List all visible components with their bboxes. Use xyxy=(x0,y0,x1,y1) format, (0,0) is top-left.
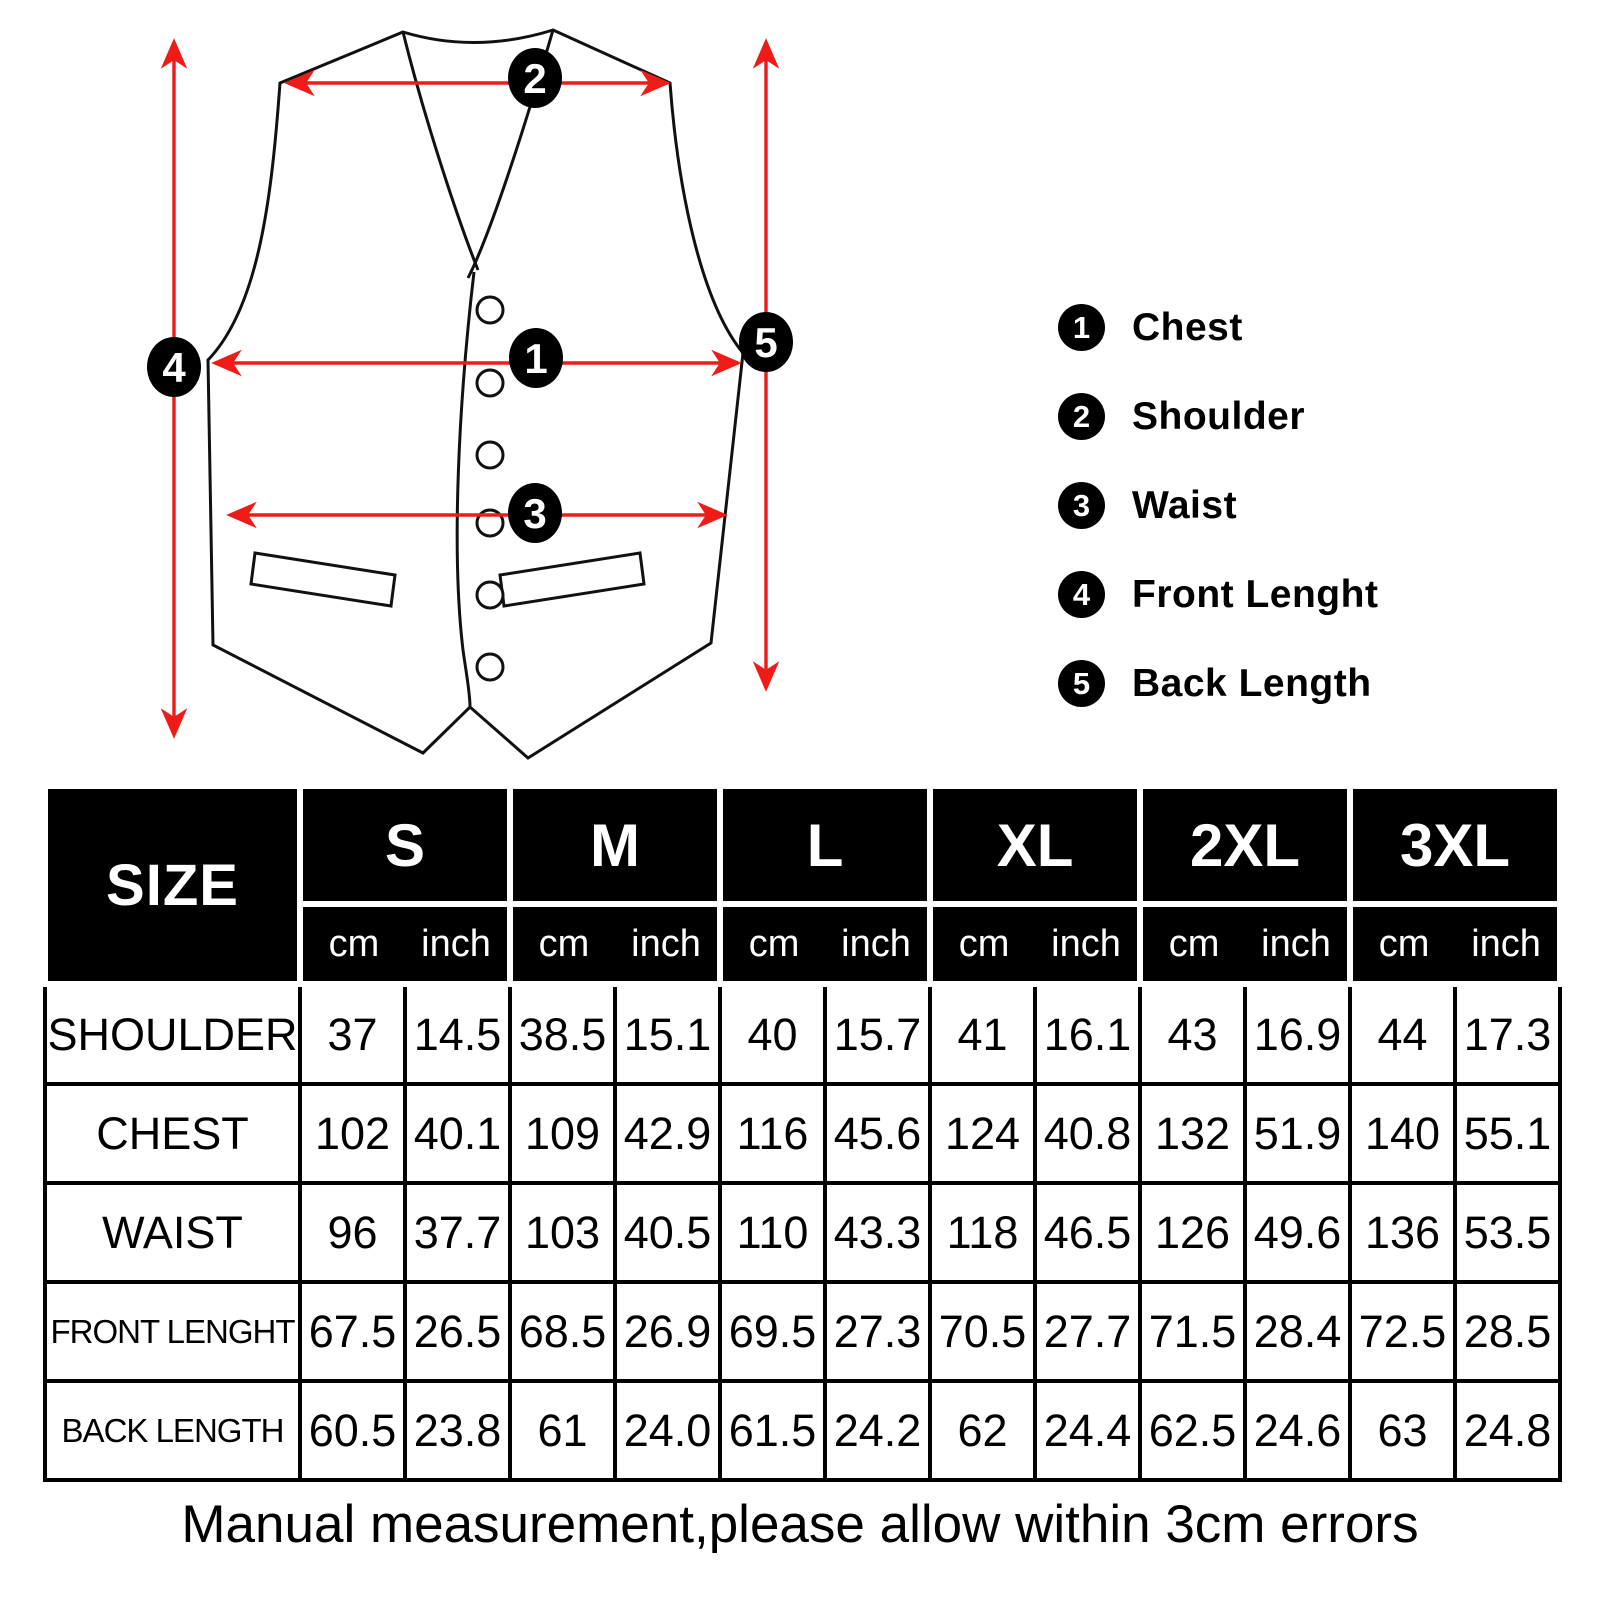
measurement-cell: 38.5 xyxy=(510,984,615,1084)
measurement-cell: 40.8 xyxy=(1035,1084,1140,1183)
measurement-cell: 26.9 xyxy=(615,1282,720,1381)
measurement-cell: 60.5 xyxy=(300,1381,405,1480)
marker-1 xyxy=(509,328,563,388)
unit-cm-label: cm xyxy=(748,922,800,965)
measurement-cell: 23.8 xyxy=(405,1381,510,1480)
marker-5 xyxy=(739,312,793,372)
unit-cm-label: cm xyxy=(328,922,380,965)
row-label: CHEST xyxy=(45,1084,300,1183)
size-table xyxy=(42,783,1563,1482)
unit-inch-label: inch xyxy=(1261,922,1331,965)
marker-3 xyxy=(508,483,562,543)
row-label: BACK LENGTH xyxy=(45,1381,300,1480)
row-label: WAIST xyxy=(45,1183,300,1282)
measurement-cell: 41 xyxy=(930,984,1035,1084)
size-header-s: S xyxy=(300,786,510,904)
unit-header-s xyxy=(300,904,510,984)
measurement-cell: 24.8 xyxy=(1455,1381,1560,1480)
unit-inch-label: inch xyxy=(421,922,491,965)
unit-cm-label: cm xyxy=(958,922,1010,965)
unit-inch-label: inch xyxy=(841,922,911,965)
size-header-row xyxy=(45,786,1560,904)
measurement-cell: 55.1 xyxy=(1455,1084,1560,1183)
vest-outline xyxy=(208,30,743,758)
svg-text:2: 2 xyxy=(523,55,547,102)
unit-cm-label: cm xyxy=(1168,922,1220,965)
measurement-cell: 53.5 xyxy=(1455,1183,1560,1282)
measurement-cell: 28.5 xyxy=(1455,1282,1560,1381)
measurement-cell: 27.3 xyxy=(825,1282,930,1381)
table-row xyxy=(45,1084,1560,1183)
legend-label: Waist xyxy=(1132,483,1238,527)
size-table-body xyxy=(45,984,1560,1480)
measurement-cell: 43.3 xyxy=(825,1183,930,1282)
legend-label: Front Lenght xyxy=(1132,572,1379,616)
legend-badge-1 xyxy=(1058,304,1105,351)
measurement-cell: 132 xyxy=(1140,1084,1245,1183)
legend-number: 2 xyxy=(1072,398,1091,434)
measurement-cell: 51.9 xyxy=(1245,1084,1350,1183)
measurement-cell: 124 xyxy=(930,1084,1035,1183)
measurement-cell: 40.5 xyxy=(615,1183,720,1282)
measurement-cell: 116 xyxy=(720,1084,825,1183)
legend-number: 5 xyxy=(1072,665,1091,701)
measurement-cell: 45.6 xyxy=(825,1084,930,1183)
legend-number: 3 xyxy=(1072,487,1091,523)
measurement-cell: 28.4 xyxy=(1245,1282,1350,1381)
measurement-cell: 96 xyxy=(300,1183,405,1282)
legend-label: Back Length xyxy=(1132,661,1372,705)
svg-text:3: 3 xyxy=(523,490,547,537)
size-header-3xl: 3XL xyxy=(1350,786,1560,904)
legend-item-waist xyxy=(1058,482,1378,529)
measurement-cell: 44 xyxy=(1350,984,1455,1084)
unit-header-xl xyxy=(930,904,1140,984)
measurement-cell: 40.1 xyxy=(405,1084,510,1183)
measurement-cell: 109 xyxy=(510,1084,615,1183)
measurement-cell: 61 xyxy=(510,1381,615,1480)
measurement-cell: 43 xyxy=(1140,984,1245,1084)
legend-item-back-length xyxy=(1058,660,1378,707)
measurement-cell: 24.2 xyxy=(825,1381,930,1480)
size-header-2xl: 2XL xyxy=(1140,786,1350,904)
measurement-cell: 16.1 xyxy=(1035,984,1140,1084)
measurement-cell: 27.7 xyxy=(1035,1282,1140,1381)
size-table-header xyxy=(45,786,1560,984)
measurement-cell: 68.5 xyxy=(510,1282,615,1381)
vest-diagram xyxy=(118,10,862,768)
svg-text:4: 4 xyxy=(162,344,186,391)
legend-item-chest xyxy=(1058,304,1378,351)
legend-item-shoulder xyxy=(1058,393,1378,440)
measurement-cell: 61.5 xyxy=(720,1381,825,1480)
measurement-cell: 14.5 xyxy=(405,984,510,1084)
row-label: SHOULDER xyxy=(45,984,300,1084)
legend-item-front-length xyxy=(1058,571,1378,618)
measurement-cell: 26.5 xyxy=(405,1282,510,1381)
measurement-cell: 67.5 xyxy=(300,1282,405,1381)
unit-cm-label: cm xyxy=(1378,922,1430,965)
measurement-cell: 103 xyxy=(510,1183,615,1282)
measurement-cell: 24.4 xyxy=(1035,1381,1140,1480)
legend-number: 1 xyxy=(1072,309,1091,345)
size-header-xl: XL xyxy=(930,786,1140,904)
measurement-cell: 15.7 xyxy=(825,984,930,1084)
size-header-l: L xyxy=(720,786,930,904)
measurement-cell: 140 xyxy=(1350,1084,1455,1183)
svg-text:5: 5 xyxy=(754,319,778,366)
measurement-cell: 118 xyxy=(930,1183,1035,1282)
unit-inch-label: inch xyxy=(631,922,701,965)
legend-badge-3 xyxy=(1058,482,1105,529)
measurement-cell: 70.5 xyxy=(930,1282,1035,1381)
legend-label: Shoulder xyxy=(1132,394,1306,438)
measurement-cell: 46.5 xyxy=(1035,1183,1140,1282)
table-row xyxy=(45,984,1560,1084)
measurement-cell: 40 xyxy=(720,984,825,1084)
legend-badge-5 xyxy=(1058,660,1105,707)
size-header-m: M xyxy=(510,786,720,904)
measurement-legend xyxy=(1058,304,1378,707)
unit-header-2xl xyxy=(1140,904,1350,984)
table-row xyxy=(45,1183,1560,1282)
measurement-cell: 72.5 xyxy=(1350,1282,1455,1381)
table-row xyxy=(45,1381,1560,1480)
unit-header-3xl xyxy=(1350,904,1560,984)
measurement-cell: 62.5 xyxy=(1140,1381,1245,1480)
measurement-cell: 17.3 xyxy=(1455,984,1560,1084)
unit-header-l xyxy=(720,904,930,984)
footer-note: Manual measurement,please allow within 3cm errors xyxy=(181,1495,1419,1554)
measurement-cell: 63 xyxy=(1350,1381,1455,1480)
measurement-cell: 102 xyxy=(300,1084,405,1183)
measurement-cell: 49.6 xyxy=(1245,1183,1350,1282)
unit-cm-label: cm xyxy=(538,922,590,965)
legend-number: 4 xyxy=(1072,576,1091,612)
measurement-cell: 37.7 xyxy=(405,1183,510,1282)
measurement-cell: 69.5 xyxy=(720,1282,825,1381)
svg-text:1: 1 xyxy=(524,335,548,382)
unit-inch-label: inch xyxy=(1471,922,1541,965)
measurement-cell: 42.9 xyxy=(615,1084,720,1183)
measurement-cell: 110 xyxy=(720,1183,825,1282)
measurement-cell: 37 xyxy=(300,984,405,1084)
marker-2 xyxy=(508,48,562,108)
row-label: FRONT LENGHT xyxy=(45,1282,300,1381)
measurement-cell: 71.5 xyxy=(1140,1282,1245,1381)
measurement-cell: 24.6 xyxy=(1245,1381,1350,1480)
legend-badge-4 xyxy=(1058,571,1105,618)
measurement-cell: 126 xyxy=(1140,1183,1245,1282)
marker-4 xyxy=(147,337,201,397)
measurement-cell: 136 xyxy=(1350,1183,1455,1282)
table-row xyxy=(45,1282,1560,1381)
unit-inch-label: inch xyxy=(1051,922,1121,965)
measurement-cell: 62 xyxy=(930,1381,1035,1480)
measurement-cell: 15.1 xyxy=(615,984,720,1084)
legend-label: Chest xyxy=(1132,305,1243,349)
size-corner-cell: SIZE xyxy=(45,786,300,984)
unit-header-m xyxy=(510,904,720,984)
measurement-cell: 16.9 xyxy=(1245,984,1350,1084)
measurement-cell: 24.0 xyxy=(615,1381,720,1480)
legend-badge-2 xyxy=(1058,393,1105,440)
